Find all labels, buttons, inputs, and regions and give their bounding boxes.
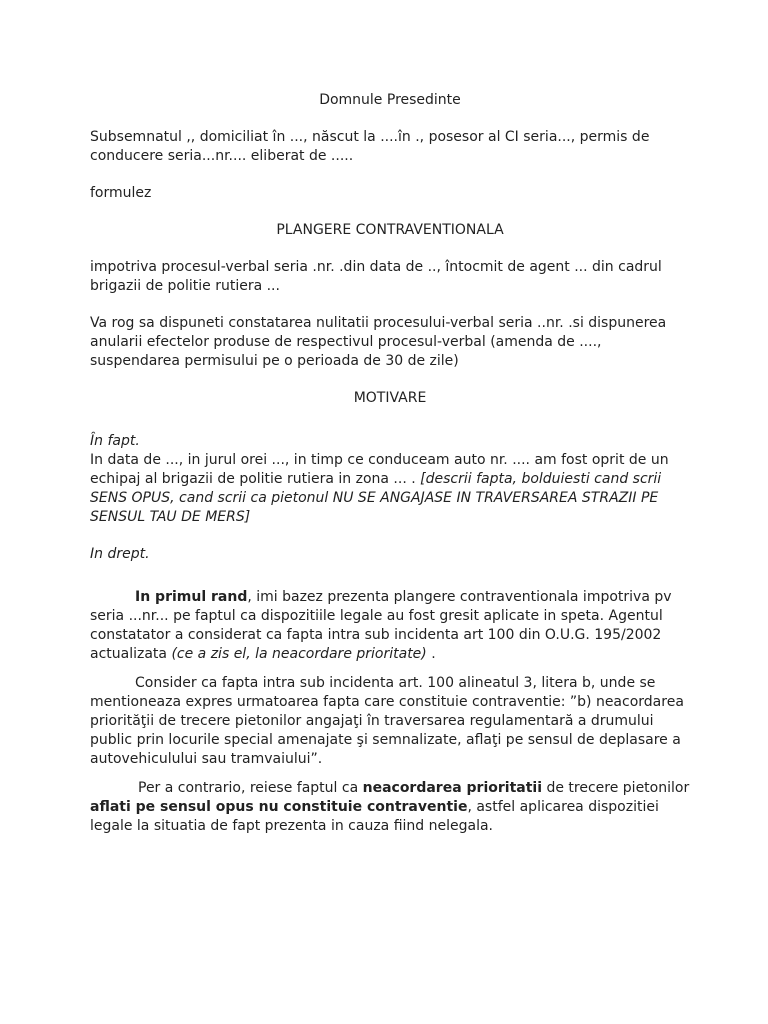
in-fact-label-text: În fapt. bbox=[90, 433, 140, 449]
argument-paragraph-2: Consider ca fapta intra sub incidenta art. 100 alineatul 3, litera b, unde se mentioneaza expres urmatoarea fapta care constituie contraventie: ”b) neacordarea priorităţii de trecere pietonilor angajaţi în traversarea regulamentară a drumului public prin locurile special amenajate şi semnalizate, aflaţi pe sensul de deplasare a autovehiculului sau tramvaiului”. bbox=[90, 675, 684, 767]
formulez-line: formulez bbox=[90, 185, 152, 201]
in-law-label bbox=[90, 545, 690, 564]
document-page bbox=[90, 91, 690, 836]
argument-paragraph-1 bbox=[90, 588, 690, 664]
argument-3-end: , astfel aplicarea dispozitiei legale la situatia de fapt prezenta in cauza fiind nelegala. bbox=[90, 799, 659, 834]
argument-1-italic: (ce a zis el, la neacordare prioritate) bbox=[171, 646, 427, 662]
argument-3-bold-1: neacordarea prioritatii bbox=[362, 780, 543, 796]
argument-1-end: . bbox=[426, 646, 436, 662]
complaint-heading: PLANGERE CONTRAVENTIONALA bbox=[276, 222, 504, 238]
first-point-bold: In primul rand bbox=[135, 589, 248, 605]
intro-paragraph: Subsemnatul ,, domiciliat în ..., născut la ....în ., posesor al CI seria..., permis de conducere seria...nr.... eliberat de ..... bbox=[90, 129, 650, 164]
in-fact-label bbox=[90, 432, 690, 451]
argument-1-text: , imi bazez prezenta plangere contraventionala impotriva pv seria ...nr... pe faptul ca dispozitiile legale au fost gresit aplicate in speta. Agentul constatator a considerat ca fapta intra sub incidenta art 100 din O.U.G. 195/2002 actualizata bbox=[90, 589, 672, 662]
against-paragraph: impotriva procesul-verbal seria .nr. .din data de .., întocmit de agent ... din cadrul brigazii de politie rutiera ... bbox=[90, 259, 662, 294]
argument-3-start: Per a contrario, reiese faptul ca bbox=[138, 780, 363, 796]
in-fact-instructions: [descrii fapta, bolduiesti cand scrii SENS OPUS, cand scrii ca pietonul NU SE ANGAJASE IN TRAVERSAREA STRAZII PE SENSUL TAU DE MERS] bbox=[90, 471, 662, 525]
request-paragraph: Va rog sa dispuneti constatarea nulitatii procesului-verbal seria ..nr. .si dispunerea anularii efectelor produse de respectivul procesul-verbal (amenda de ...., suspendarea permisului pe o perioada de 30 de zile) bbox=[90, 315, 667, 369]
in-law-label-text: In drept. bbox=[90, 546, 150, 562]
in-fact-text: In data de ..., in jurul orei ..., in timp ce conduceam auto nr. .... am fost oprit de un echipaj al brigazii de politie rutiera in zona ... . bbox=[90, 452, 669, 487]
argument-3-middle: de trecere pietonilor bbox=[542, 780, 690, 796]
argument-3-bold-2: aflati pe sensul opus nu constituie contraventie bbox=[90, 799, 468, 815]
argument-paragraph-3 bbox=[90, 779, 690, 836]
salutation-title: Domnule Presedinte bbox=[319, 92, 461, 108]
in-fact-paragraph bbox=[90, 451, 690, 527]
motivation-heading: MOTIVARE bbox=[353, 390, 427, 406]
